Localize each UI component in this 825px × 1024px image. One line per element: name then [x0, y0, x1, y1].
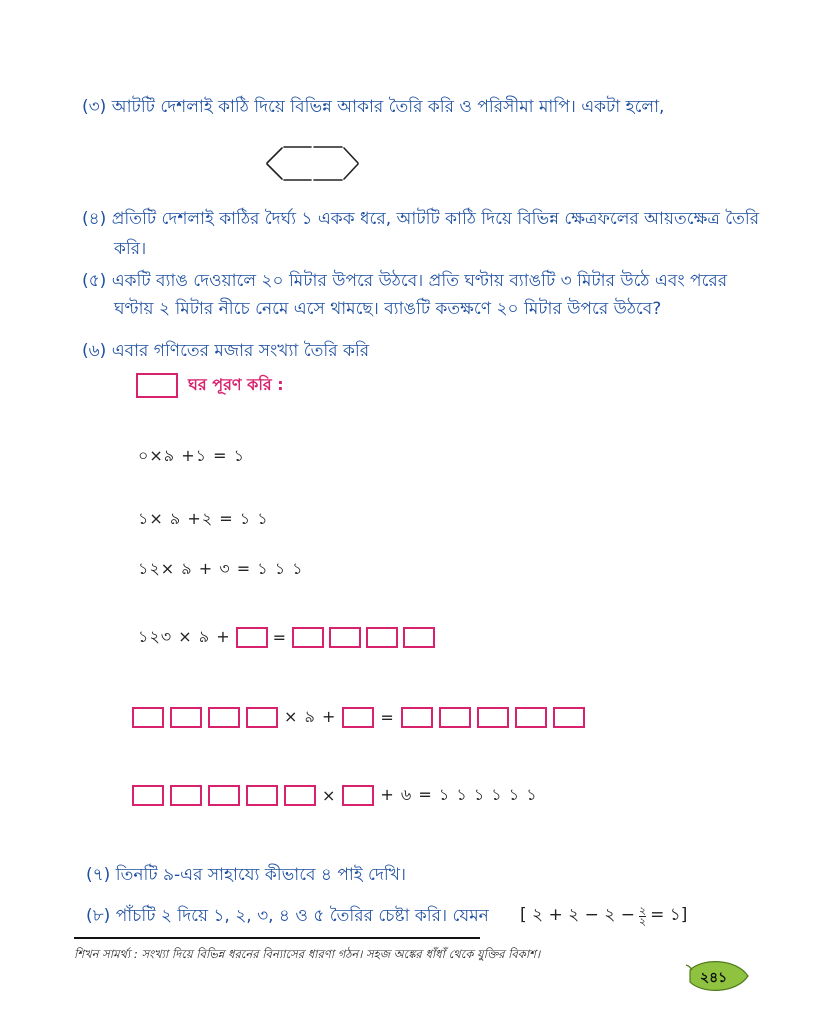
fill-boxes-instruction [136, 372, 284, 399]
equation-6 [132, 782, 538, 809]
answer-box[interactable] [132, 785, 164, 806]
q8-example-left: [ ২ + ২ − ২ − [520, 905, 635, 925]
answer-box[interactable] [170, 707, 202, 728]
equation-1: ০×৯ +১ = ১ [138, 446, 246, 465]
footer-note: শিখন সামর্থ্য : সংখ্যা দিয়ে বিভিন্ন ধরনের বিন্যাসের ধারণা গঠন। সহজ অঙ্কের ধাঁধাঁ থেকে যুক্তির বিকাশ। [74, 947, 541, 961]
equation-6-right: + ৬ = ১ ১ ১ ১ ১ ১ [380, 785, 538, 804]
answer-box[interactable] [246, 785, 278, 806]
equation-4 [138, 624, 435, 651]
answer-box[interactable] [366, 627, 398, 648]
question-3: (৩) আটটি দেশলাই কাঠি দিয়ে বিভিন্ন আকার তৈরি করি ও পরিসীমা মাপি। একটা হলো, [82, 97, 665, 117]
answer-box[interactable] [477, 707, 509, 728]
equation-5-equals: = [380, 708, 395, 727]
answer-box[interactable] [342, 785, 374, 806]
page-number-leaf [684, 956, 754, 996]
answer-box[interactable] [170, 785, 202, 806]
question-4-line-1: (৪) প্রতিটি দেশলাই কাঠির দৈর্ঘ্য ১ একক ধরে, আটটি কাঠি দিয়ে বিভিন্ন ক্ষেত্রফলের আয়তক্ষেত্র তৈরি [82, 209, 760, 229]
q8-example-fraction [638, 903, 647, 928]
answer-box[interactable] [342, 707, 374, 728]
equation-2: ১× ৯ +২ = ১ ১ [138, 509, 269, 528]
answer-box[interactable] [439, 707, 471, 728]
question-6: (৬) এবার গণিতের মজার সংখ্যা তৈরি করি [82, 341, 370, 361]
matchstick-hexagon-figure [262, 140, 362, 186]
fill-label: ঘর পূরণ করি : [188, 375, 284, 394]
answer-box[interactable] [246, 707, 278, 728]
equation-4-left: ১২৩ × ৯ + [138, 627, 231, 646]
footer-rule [74, 937, 480, 939]
equation-5-mid: × ৯ + [284, 707, 337, 726]
sample-empty-box [136, 373, 178, 398]
q8-example-right: = ১] [650, 905, 688, 925]
equation-4-equals: = [272, 628, 288, 647]
question-5-line-2: ঘণ্টায় ২ মিটার নীচে নেমে এসে থামছে। ব্যাঙটি কতক্ষণে ২০ মিটার উপরে উঠবে? [114, 299, 662, 319]
equation-3: ১২× ৯ + ৩ = ১ ১ ১ [138, 559, 304, 578]
question-8: (৮) পাঁচটি ২ দিয়ে ১, ২, ৩, ৪ ও ৫ তৈরির চেষ্টা করি। যেমন [86, 906, 489, 926]
answer-box[interactable] [236, 627, 268, 648]
answer-box[interactable] [553, 707, 585, 728]
answer-box[interactable] [132, 707, 164, 728]
answer-box[interactable] [292, 627, 324, 648]
answer-box[interactable] [208, 785, 240, 806]
question-4-line-2: করি। [114, 239, 147, 259]
q8-example [520, 902, 687, 930]
answer-box[interactable] [284, 785, 316, 806]
answer-box[interactable] [208, 707, 240, 728]
fraction-denominator: ২ [638, 914, 647, 928]
page-number: ২৪১ [700, 970, 728, 986]
equation-5 [132, 704, 585, 731]
equation-6-mid: × [322, 786, 337, 805]
question-7: (৭) তিনটি ৯-এর সাহায্যে কীভাবে ৪ পাই দেখি। [86, 865, 406, 885]
answer-box[interactable] [515, 707, 547, 728]
question-5-line-1: (৫) একটি ব্যাঙ দেওয়ালে ২০ মিটার উপরে উঠবে। প্রতি ঘণ্টায় ব্যাঙটি ৩ মিটার উঠে এবং পরের [82, 271, 728, 291]
answer-box[interactable] [329, 627, 361, 648]
answer-box[interactable] [403, 627, 435, 648]
answer-box[interactable] [401, 707, 433, 728]
fraction-numerator: ২ [638, 903, 647, 917]
